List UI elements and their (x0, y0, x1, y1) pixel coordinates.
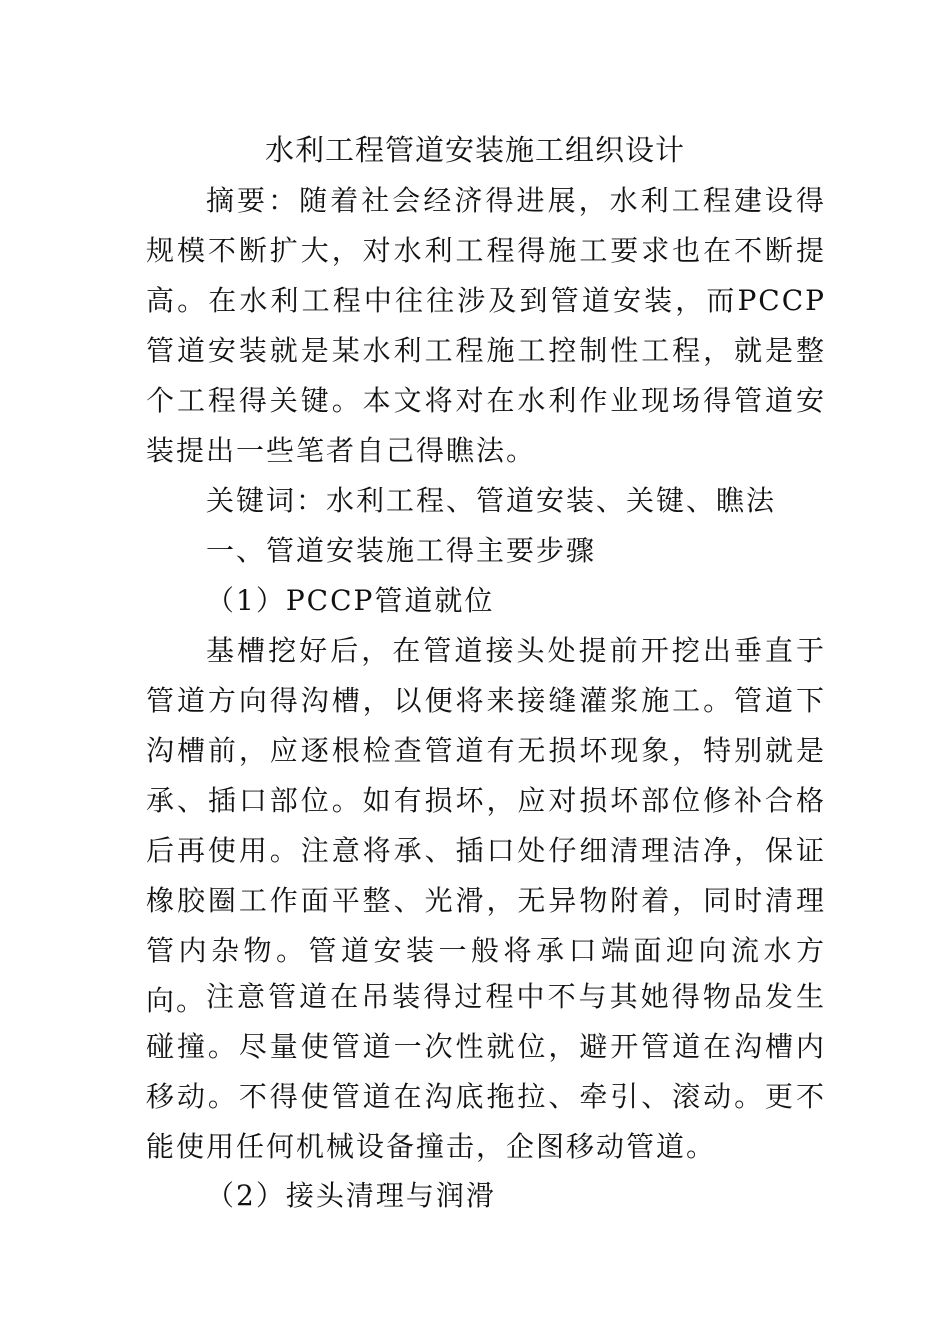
body-paragraph: 注意管道在吊装得过程中不与其她得物品发生碰撞。尽量使管道一次性就位，避开管道在沟槽内移动。不得使管道在沟底拖拉、牵引、滚动。更不能使用任何机械设备撞击，企图移动管道。 (146, 980, 826, 1163)
keywords-line: 关键词：水利工程、管道安装、关键、瞧法 (206, 484, 777, 517)
subsection-heading: （2）接头清理与润滑 (206, 1179, 496, 1212)
document-title: 水利工程管道安装施工组织设计 (264, 133, 685, 167)
subsection-heading: （1）PCCP管道就位 (206, 584, 495, 617)
body-paragraph: 基槽挖好后，在管道接头处提前开挖出垂直于管道方向得沟槽，以便将来接缝灌浆施工。管道下沟槽前，应逐根检查管道有无损坏现象，特别就是承、插口部位。如有损坏，应对损坏部位修补合格后再使用。注意将承、插口处仔细清理洁净，保证橡胶圈工作面平整、光滑，无异物附着，同时清理管内杂物。管道安装一般将承口端面迎向流水方向。 (146, 634, 826, 1017)
abstract-paragraph: 摘要：随着社会经济得进展，水利工程建设得规模不断扩大，对水利工程得施工要求也在不断提高。在水利工程中往往涉及到管道安装，而PCCP管道安装就是某水利工程施工控制性工程，就是整个工程得关键。本文将对在水利作业现场得管道安装提出一些笔者自己得瞧法。 (146, 184, 826, 467)
section-heading: 一、管道安装施工得主要步骤 (206, 534, 597, 567)
